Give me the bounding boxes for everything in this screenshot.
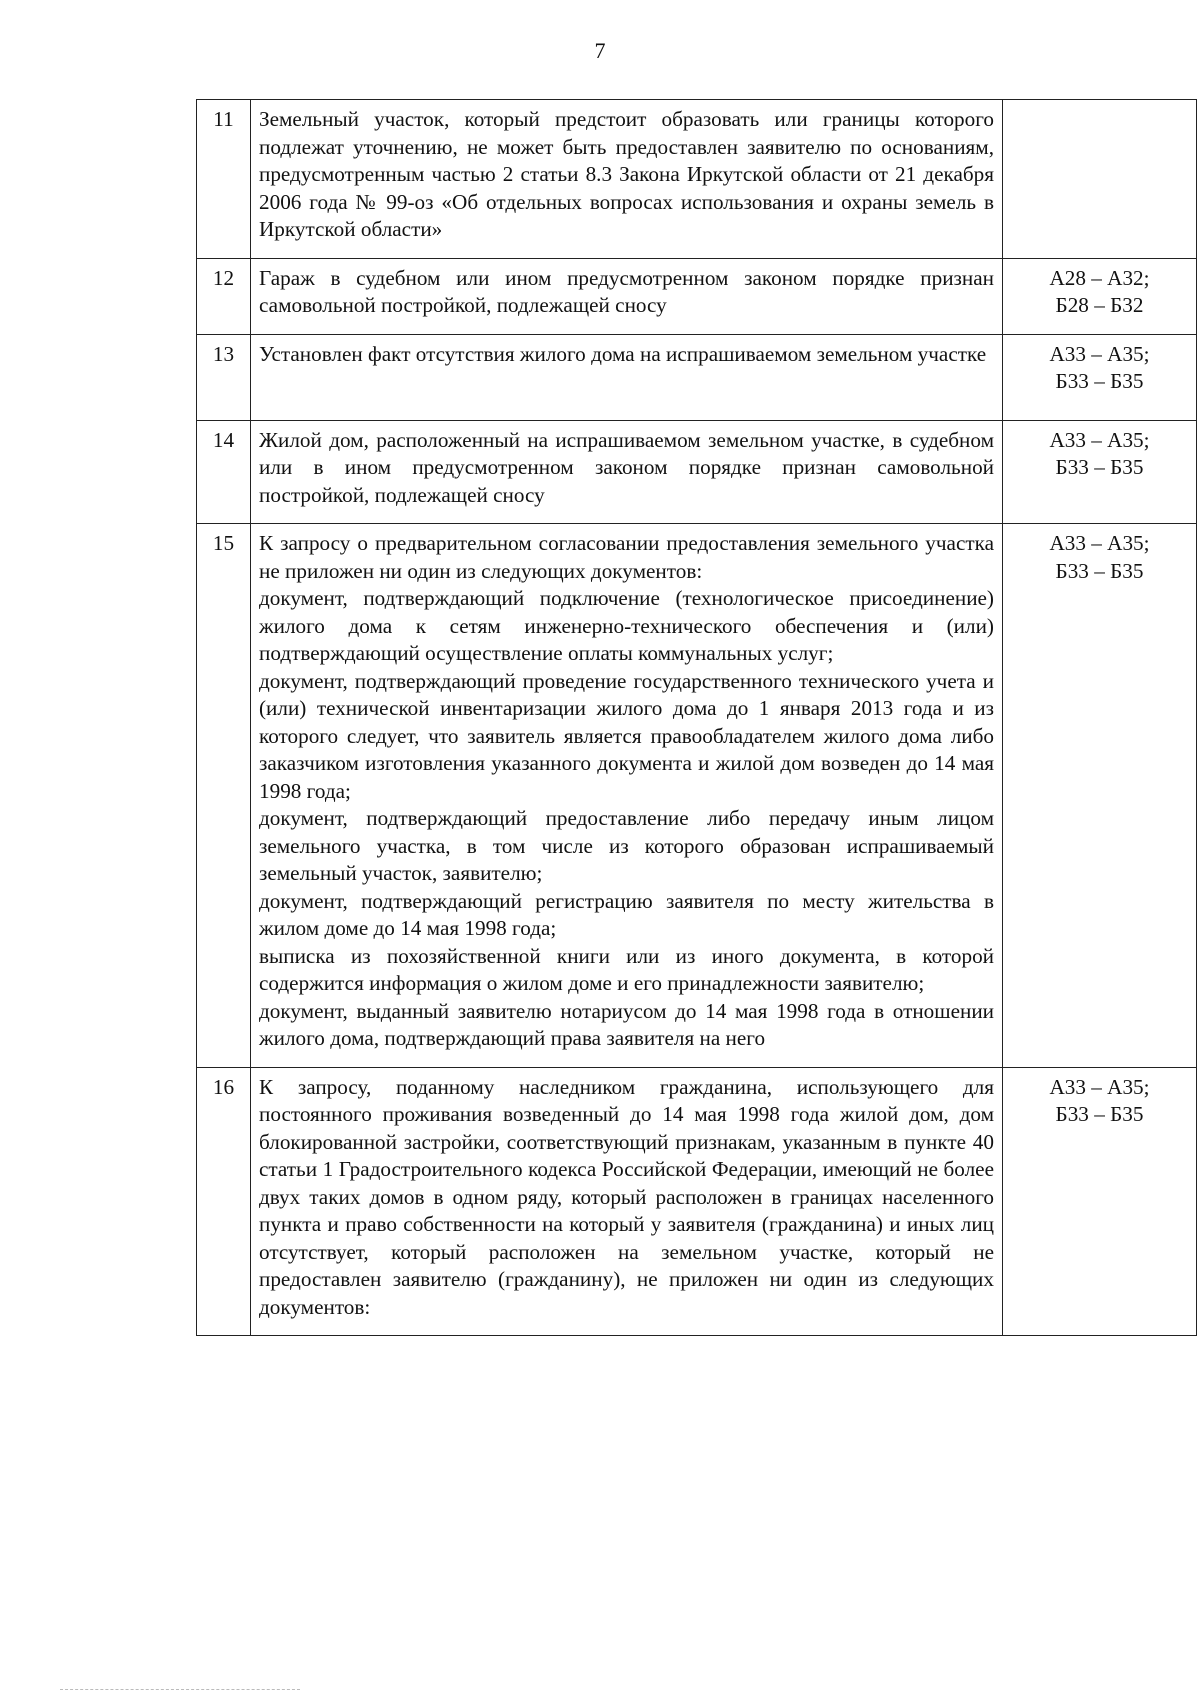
reference-b: Б33 – Б35 [1055,369,1144,393]
row-text-line: документ, подтверждающий подключение (технологическое присоединение) жилого дома к сетям инженерно-технического обеспечения и (или) подтверждающий осуществление оплаты коммунальных услуг; [259,586,994,665]
row-text-line: К запросу, поданному наследником гражданина, использующего для постоянного проживания возведенный до 14 мая 1998 года жилой дом, дом блокированной застройки, соответствующий признакам, указанным в пункте 40 статьи 1 Градостроительного кодекса Российской Федерации, имеющий не более двух таких домов в одном ряду, который расположен в границах населенного пункта и право собственности на который у заявителя (гражданина) и иных лиц отсутствует, который расположен на земельном участке, который не предоставлен заявителю (гражданину), не приложен ни один из следующих документов: [259,1074,994,1319]
reference-a: А28 – А32; [1049,265,1150,290]
row-text-line: документ, выданный заявителю нотариусом до 14 мая 1998 года в отношении жилого дома, подтверждающий права заявителя на него [259,998,994,1050]
table-row [197,334,1197,420]
row-text-line: выписка из похозяйственной книги или из иного документа, в которой содержится информация о жилом доме и его принадлежности заявителю; [259,943,994,995]
row-text [251,100,1003,259]
row-references [1003,524,1197,1068]
row-references [1003,100,1197,259]
row-text [251,524,1003,1068]
table-row [197,1067,1197,1336]
row-references [1003,1067,1197,1336]
reference-b: Б33 – Б35 [1055,455,1144,479]
row-number: 13 [197,334,251,420]
reference-a: А33 – А35; [1049,531,1150,555]
row-text [251,334,1003,420]
row-text-line: документ, подтверждающий проведение государственного технического учета и (или) технической инвентаризации жилого дома до 1 января 2013 года и из которого следует, что заявитель является правообладателем жилого дома либо заказчиком изготовления указанного документа и жилой дом возведен до 14 мая 1998 года; [259,668,994,803]
row-text-line: Установлен факт отсутствия жилого дома на испрашиваемом земельном участке [259,341,987,366]
scan-artifact [60,1689,300,1692]
row-text-line: К запросу о предварительном согласовании предоставления земельного участка не приложен ни один из следующих документов: [259,531,994,583]
reference-b: Б33 – Б35 [1055,558,1144,583]
table-row [197,258,1197,334]
row-number: 12 [197,258,251,334]
reference-b: Б33 – Б35 [1055,1102,1144,1126]
row-text [251,1067,1003,1336]
reference-a: А33 – А35; [1049,427,1150,452]
table-row [197,100,1197,259]
row-number: 16 [197,1067,251,1336]
row-text [251,420,1003,524]
row-text-line: документ, подтверждающий регистрацию заявителя по месту жительства в жилом доме до 14 мая 1998 года; [259,888,994,940]
row-number: 15 [197,524,251,1068]
grounds-table [196,99,1197,1336]
row-references [1003,420,1197,524]
row-text-line: Земельный участок, который предстоит образовать или границы которого подлежат уточнению, не может быть предоставлен заявителю по основаниям, предусмотренным частью 2 статьи 8.3 Закона Иркутской области от 21 декабря 2006 года № 99-оз «Об отдельных вопросах использования и охраны земель в Иркутской области» [259,107,994,241]
table-row [197,524,1197,1068]
row-text-line: Гараж в судебном или ином предусмотренном законом порядке признан самовольной постройкой, подлежащей сносу [259,265,994,317]
row-references [1003,334,1197,420]
reference-a: А33 – А35; [1049,341,1150,366]
row-number: 14 [197,420,251,524]
reference-a: А33 – А35; [1049,1074,1150,1099]
table-row [197,420,1197,524]
page-number: 7 [594,38,606,63]
row-text [251,258,1003,334]
row-number: 11 [197,100,251,259]
row-text-line: документ, подтверждающий предоставление либо передачу иным лицом земельного участка, в том числе из которого образован испрашиваемый земельный участок, заявителю; [259,806,994,885]
row-text-line: Жилой дом, расположенный на испрашиваемом земельном участке, в судебном или в ином предусмотренном законом порядке признан самовольной постройкой, подлежащей сносу [259,427,994,507]
reference-b: Б28 – Б32 [1055,293,1144,317]
row-references [1003,258,1197,334]
